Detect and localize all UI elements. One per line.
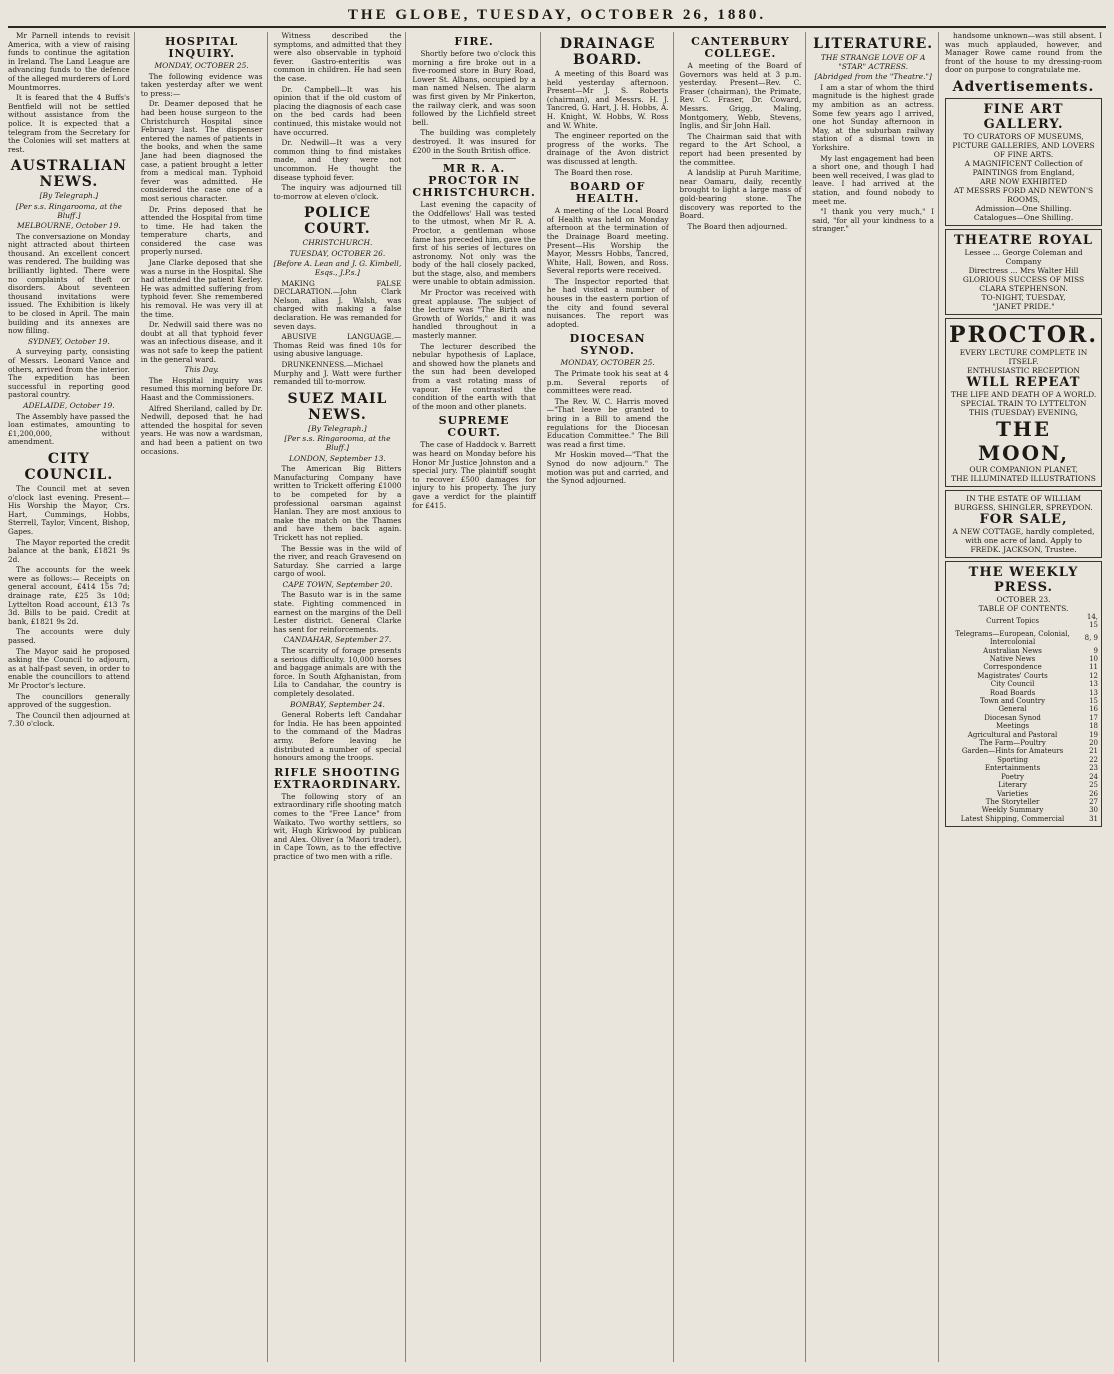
toc-page: 18 xyxy=(1089,722,1099,731)
hospital-text: The following evidence was taken yesterday after we went to press:— xyxy=(140,71,263,98)
city-text-3: The accounts for the week were as follows:— Receipts on general account, £414 15s 7d; drainage rate, £25 3s 10d; Lyttelton Road account, £13 7s 3d. Bills to be paid. Credit at bank, £1821 9s 2d. xyxy=(8,565,130,626)
toc-label: Current Topics xyxy=(986,617,1039,626)
toc-label: Latest Shipping, Commercial xyxy=(960,814,1065,823)
by-telegraph: [By Telegraph.] xyxy=(39,191,99,201)
proctor-heading: MR R. A. PROCTOR IN CHRISTCHURCH. xyxy=(412,162,536,200)
estate-ad xyxy=(945,490,1102,558)
police-court-heading: POLICE COURT. xyxy=(303,205,371,238)
toc-label: Road Boards xyxy=(989,688,1036,697)
health-text-2: The Inspector reported that he had visited a number of houses in the eastern portion of the city and found several nuisances. The report was adopted. xyxy=(546,276,669,329)
drainage-text-3: The Board then rose. xyxy=(554,167,633,177)
proctor-ad xyxy=(945,318,1102,487)
column-8 xyxy=(945,32,1106,1362)
table-row xyxy=(949,790,1098,798)
table-row xyxy=(949,773,1098,781)
literature-text-2: My last engagement had been a short one, and though I had been well received, I was glad to leave. I had arrived at the station, and found nobody to meet me. xyxy=(812,153,935,206)
masthead: THE GLOBE, TUESDAY, OCTOBER 26, 1880. xyxy=(8,4,1106,28)
table-row xyxy=(949,697,1098,705)
city-text-7: The Council then adjourned at 7.30 o'clock. xyxy=(8,710,130,729)
toc-page: 25 xyxy=(1089,781,1099,790)
adelaide-text: The Assembly have passed the loan estimates, amounting to £1,200,000, without amendment. xyxy=(8,411,130,447)
drainage-text: A meeting of this Board was held yesterday afternoon. Present—Mr J. S. Roberts (chairman), and Messrs. H. J. Tancred, G. Hart, J. H. Hobbs, A. H. Knight, W. Hobbs, W. Ross and W. White. xyxy=(546,69,669,130)
toc-page: 21 xyxy=(1089,747,1099,756)
australian-news-heading: AUSTRALIAN NEWS. xyxy=(10,158,127,191)
toc-page: 14, 15 xyxy=(1086,612,1099,630)
toc-page: 13 xyxy=(1089,688,1099,697)
toc-label: Town and Country xyxy=(979,697,1046,706)
canterbury-college-heading: CANTERBURY COLLEGE. xyxy=(691,35,790,60)
toc-label: General xyxy=(998,705,1027,714)
candahar-dateline: CANDAHAR, September 27. xyxy=(283,635,392,645)
city-text-4: The accounts were duly passed. xyxy=(8,627,130,646)
proctor-ad-evening: THIS (TUESDAY) EVENING, xyxy=(969,407,1078,417)
sydney-dateline: SYDNEY, October 19. xyxy=(27,336,110,346)
table-row xyxy=(949,815,1098,823)
supreme-court-heading: SUPREME COURT. xyxy=(438,414,510,440)
toc-page: 11 xyxy=(1089,663,1099,672)
literature-source: [Abridged from the "Theatre."] xyxy=(814,72,932,82)
toc-label: Telegrams—European, Colonial, Intercolonial xyxy=(955,629,1070,647)
suez-text: The American Big Bitters Manufacturing Company have written to Trickett offering £1000 to be competed for by a professional oarsman against Hanlan. They are most anxious to make the match on the Thames and have them back again. Trickett has not replied. xyxy=(273,464,402,542)
literature-text-3: "I thank you very much," I said, "for all your kindness to a stranger." xyxy=(812,207,935,234)
toc-page: 30 xyxy=(1089,806,1099,815)
sydney-text: A surveying party, consisting of Messrs. Leonard Vance and others, arrived from the interior. The expedition has been successful in reporting good pastoral country. xyxy=(8,347,130,400)
canterbury-text-2: The Chairman said that with regard to the Art School, a report had been presented by the committee. xyxy=(679,131,802,167)
toc-page: 13 xyxy=(1089,680,1099,689)
police-text-2: ABUSIVE LANGUAGE.—Thomas Reid was fined 10s for using abusive language. xyxy=(273,332,402,359)
table-row xyxy=(949,663,1098,671)
toc-label: Meetings xyxy=(995,722,1030,731)
toc-label: Garden—Hints for Amateurs xyxy=(961,747,1064,756)
toc-page: 15 xyxy=(1089,697,1099,706)
city-text: The Council met at seven o'clock last evening. Present—His Worship the Mayor, Crs. Hart, Cummings, Hobbs, Sterrell, Taylor, Vincent, Bishop, Gapes. xyxy=(8,483,130,536)
proctor-text: Last evening the capacity of the Oddfellows' Hall was tested to the utmost, when Mr R. A. Proctor, a gentleman whose fame has preceded him, gave the first of his series of lectures on astronomy. Not only was the body of the hall closely packed, but the stage, also, and members were unable to obtain admission. xyxy=(412,200,536,287)
this-day-text-2: Alfred Sheriland, called by Dr. Nedwill, deposed that he had attended the hospital for seven years. He was now a wardsman, and had been a patient on two occasions. xyxy=(140,403,263,456)
witness-text-4: The inquiry was adjourned till to-morrow at eleven o'clock. xyxy=(273,183,402,201)
toc-label: Weekly Summary xyxy=(981,806,1044,815)
toc-label: The Farm—Poultry xyxy=(979,739,1046,748)
toc-page: 31 xyxy=(1089,814,1099,823)
fine-art-title: FINE ART GALLERY. xyxy=(983,101,1064,132)
suez-press: [Per s.s. Ringarooma, at the Bluff.] xyxy=(284,434,391,452)
board-of-health-heading: BOARD OF HEALTH. xyxy=(569,180,646,206)
toc-page: 26 xyxy=(1089,789,1099,798)
toc-page: 27 xyxy=(1089,797,1099,806)
fine-art-text: TO CURATORS OF MUSEUMS, PICTURE GALLERIES, AND LOVERS OF FINE ARTS. xyxy=(952,131,1095,159)
hospital-inquiry-heading: HOSPITAL INQUIRY. xyxy=(165,35,239,60)
rifle-text: The following story of an extraordinary rifle shooting match comes to the "Free Lance" from Waikato. Two worthy settlers, so wit, Hugh Kirkwood by publican and Alex. Oliver (a 'Maori trader), in Cape Town, as to the effective practice of two men with a rifle. xyxy=(273,791,402,861)
proctor-ad-text: EVERY LECTURE COMPLETE IN ITSELF. xyxy=(959,347,1088,366)
diocesan-text: The Primate took his seat at 4 p.m. Several reports of committees were read. xyxy=(546,369,669,396)
moon-title: THE MOON, xyxy=(978,416,1069,465)
toc-label: Native News xyxy=(989,655,1036,663)
fine-art-text-4: AT MESSRS FORD AND NEWTON'S ROOMS, xyxy=(953,185,1094,204)
police-date: TUESDAY, OCTOBER 26. xyxy=(289,248,386,258)
theatre-text: GLORIOUS SUCCESS OF MISS CLARA STEPHENSON. xyxy=(962,274,1085,293)
proctor-ad-title: PROCTOR. xyxy=(949,321,1099,348)
fine-art-text-2: A MAGNIFICENT Collection of PAINTINGS from England, xyxy=(964,158,1083,177)
suez-text-2: The Bessie was in the wild of the river, and reach Gravesend on Saturday. She carried a large cargo of wool. xyxy=(273,543,402,579)
theatre-lessee: Lessee ... George Coleman and Company xyxy=(964,247,1083,266)
drainage-text-2: The engineer reported on the progress of the works. The drainage of the Avon district was discussed at length. xyxy=(546,131,669,166)
toc-page: 12 xyxy=(1089,671,1099,680)
column-2 xyxy=(141,32,268,1362)
intro-paragraph: Mr Parnell intends to revisit America, with a view of raising funds to continue the agitation in Ireland. The Land League are advancing funds to the defence of the alleged murderers of Lord Mountmorres. xyxy=(8,31,130,92)
toc-page: 22 xyxy=(1089,755,1099,764)
hospital-text-5: Dr. Nedwill said there was no doubt at all that typhoid fever was an infectious disease, and it was not safe to keep the patient in the general ward. xyxy=(140,320,263,364)
columns xyxy=(8,32,1106,1362)
toc-label: City Council xyxy=(990,680,1035,689)
this-day-text: The Hospital inquiry was resumed this morning before Dr. Haast and the Commissioners. xyxy=(140,375,263,402)
column-7 xyxy=(812,32,939,1362)
proctor-ad-text-4: THE LIFE AND DEATH OF A WORLD. xyxy=(950,389,1097,399)
city-text-6: The councillors generally approved of the suggestion. xyxy=(8,691,130,710)
toc-label: Correspondence xyxy=(983,663,1042,672)
candahar-text: The scarcity of forage presents a serious difficulty. 10,000 horses and baggage animals are with the force. In South Afghanistan, from Lila to Candahar, the country is completely desolated. xyxy=(273,646,402,698)
press-association: [Per s.s. Ringarooma, at the Bluff.] xyxy=(15,201,122,220)
toc-label: Australian News xyxy=(983,646,1042,655)
weekly-press-title: THE WEEKLY PRESS. xyxy=(968,564,1079,595)
table-row xyxy=(949,714,1098,722)
drainage-board-heading: DRAINAGE BOARD. xyxy=(559,36,656,68)
toc-label: Diocesan Synod xyxy=(984,713,1041,722)
fire-text-2: The building was completely destroyed. It was insured for £200 in the South British office. xyxy=(412,128,536,155)
supreme-text: The case of Haddock v. Barrett was heard on Monday before his Honor Mr Justice Johnston and a special jury. The plaintiff sought to recover £500 damages for injury to his property. The jury gave a verdict for the plaintiff for £415. xyxy=(412,440,536,510)
weekly-press-contents: TABLE OF CONTENTS. xyxy=(978,603,1069,613)
diocesan-synod-heading: DIOCESAN SYNOD. xyxy=(569,332,646,358)
table-row xyxy=(949,781,1098,789)
health-text: A meeting of the Local Board of Health was held on Monday afternoon at the termination of the Drainage Board meeting. Present—His Worship the Mayor, Messrs Hobbs, Tancred, White, Hall, Bowen, and Ross. Several reports were received. xyxy=(546,206,669,276)
weekly-press-date: OCTOBER 23. xyxy=(996,594,1051,604)
hospital-text-2: Dr. Deamer deposed that he had been house surgeon to the Christchurch Hospital since February last. The dispenser entered the names of patients in the books, and when the same Jane had been diagnosed the case, a patient brought a letter from a medical man. Typhoid fever was admitted. He considered the case one of a most serious character. xyxy=(140,99,263,203)
literature-continued: handsome unknown—was still absent. I was much applauded, however, and Manager Rowe came round from the front of the house to my dressing-room door on purpose to congratulate me. xyxy=(945,31,1103,75)
hospital-text-4: Jane Clarke deposed that she was a nurse in the Hospital. She had attended the patient Kerley. He was admitted suffering from typhoid fever. She remembered his removal. He was very ill at the time. xyxy=(140,258,263,319)
toc-page: 23 xyxy=(1089,764,1099,773)
fire-heading: FIRE. xyxy=(454,35,494,48)
police-sub: CHRISTCHURCH. xyxy=(302,238,373,248)
canterbury-text-4: The Board then adjourned. xyxy=(687,221,788,231)
table-row xyxy=(949,689,1098,697)
this-day-heading: This Day. xyxy=(184,365,219,375)
moon-sub: OUR COMPANION PLANET, xyxy=(969,464,1078,474)
table-row xyxy=(949,806,1098,814)
table-row xyxy=(949,722,1098,730)
melbourne-text: The conversazione on Monday night attracted about thirteen thousand. An excellent concert was rendered. The building was brilliantly lighted. There were no complaints of theft or disorders. About seventeen thousand invitations were issued. The Exhibition is likely to be closed in April. The main building and its annexes are now filling. xyxy=(8,231,130,336)
theatre-text-3: "JANET PRIDE." xyxy=(992,301,1055,311)
toc-label: Magistrates' Courts xyxy=(977,671,1048,680)
suez-london: LONDON, September 13. xyxy=(289,453,386,463)
table-row xyxy=(949,731,1098,739)
advertisements-heading: Advertisements. xyxy=(952,78,1095,95)
police-text: MAKING FALSE DECLARATION.—John Clark Nelson, alias J. Walsh, was charged with making a false declaration. He was remanded for seven days. xyxy=(273,278,402,331)
toc-page: 20 xyxy=(1089,739,1099,748)
estate-text: IN THE ESTATE OF WILLIAM BURGESS, SHINGLER, SPREYDON. xyxy=(954,493,1093,512)
literature-heading: LITERATURE. xyxy=(813,36,934,52)
table-row xyxy=(949,764,1098,772)
toc-page: 9 xyxy=(1093,646,1099,655)
capetown-dateline: CAPE TOWN, September 20. xyxy=(282,579,393,589)
table-row xyxy=(949,630,1098,647)
fine-art-admission: Admission—One Shilling. xyxy=(975,203,1072,213)
toc-label: Varieties xyxy=(996,789,1029,798)
city-text-2: The Mayor reported the credit balance at the bank, £1821 9s 2d. xyxy=(8,537,130,564)
toc-label: Entertainments xyxy=(984,764,1041,773)
moon-text: THE ILLUMINATED ILLUSTRATIONS xyxy=(951,473,1096,483)
intro-paragraph-2: It is feared that the 4 Buffs's Bentfield will not be settled without assistance from the police. It is expected that a telegram from the Secretary for the Colonies will set matters at rest. xyxy=(8,93,130,154)
fine-art-ad xyxy=(945,98,1102,226)
toc-label: The Storyteller xyxy=(985,797,1040,806)
toc-page: 10 xyxy=(1089,655,1099,663)
table-row xyxy=(949,680,1098,688)
toc-page: 24 xyxy=(1089,772,1099,781)
diocesan-text-2: The Rev. W. C. Harris moved—"That leave be granted to bring in a Bill to amend the regulations for the Diocesan Education Committee." The Bill was read a first time. xyxy=(546,396,669,449)
police-text-3: DRUNKENNESS.—Michael Murphy and J. Watt were further remanded till to-morrow. xyxy=(273,360,402,387)
column-4 xyxy=(412,32,540,1362)
fine-art-text-3: ARE NOW EXHIBITED xyxy=(980,176,1068,186)
for-sale-title: FOR SALE, xyxy=(979,511,1068,527)
witness-text-2: Dr. Campbell—It was his opinion that if the old custom of placing the diagnosis of each case on the bed cards had been continued, this mistake would not have occurred. xyxy=(273,84,402,137)
melbourne-dateline: MELBOURNE, October 19. xyxy=(17,221,121,231)
proctor-ad-train: SPECIAL TRAIN TO LYTTELTON xyxy=(960,398,1087,408)
divider xyxy=(432,158,515,159)
table-row xyxy=(949,798,1098,806)
toc-page: 16 xyxy=(1089,705,1099,714)
toc-page: 19 xyxy=(1089,730,1099,739)
table-row xyxy=(949,756,1098,764)
for-sale-text: A NEW COTTAGE, hardly completed, with one acre of land. Apply to FREDK. JACKSON, Trustee. xyxy=(952,526,1095,554)
bombay-dateline: BOMBAY, September 24. xyxy=(289,699,385,709)
city-council-heading: CITY COUNCIL. xyxy=(24,450,114,483)
table-row xyxy=(949,705,1098,713)
toc-page: 17 xyxy=(1089,713,1099,722)
theatre-ad xyxy=(945,229,1102,315)
theatre-title: THEATRE ROYAL xyxy=(954,232,1093,248)
proctor-ad-repeat: WILL REPEAT xyxy=(966,374,1081,390)
police-bench: [Before A. Lean and J. G. Kimbell, Esqs., J.P.s.] xyxy=(273,259,402,278)
adelaide-dateline: ADELAIDE, October 19. xyxy=(23,400,115,410)
proctor-text-2: Mr Proctor was received with great applause. The subject of the lecture was "The Birth and Growth of Worlds," and it was handled throughout in a masterly manner. xyxy=(412,288,536,341)
table-row xyxy=(949,672,1098,680)
fine-art-catalogues: Catalogues—One Shilling. xyxy=(973,212,1074,222)
diocesan-text-3: Mr Hoskin moved—"That the Synod do now adjourn." The motion was put and carried, and the Synod adjourned. xyxy=(546,450,669,486)
proctor-ad-text-2: ENTHUSIASTIC RECEPTION xyxy=(967,365,1080,375)
literature-title: THE STRANGE LOVE OF A "STAR" ACTRESS. xyxy=(820,53,926,71)
diocesan-date: MONDAY, OCTOBER 25. xyxy=(560,358,655,368)
table-row xyxy=(949,655,1098,663)
hospital-text-3: Dr. Prins deposed that he attended the Hospital from time to time. He had taken the temperature charts, and considered the case was properly nursed. xyxy=(140,204,263,257)
capetown-text: The Basuto war is in the same state. Fighting commenced in earnest on the margins of the Dell Lester district. General Clarke has sent for reinforcements. xyxy=(273,590,402,634)
hospital-date: MONDAY, OCTOBER 25. xyxy=(154,61,249,70)
toc-label: Agricultural and Pastoral xyxy=(967,730,1058,739)
toc-label: Sporting xyxy=(997,755,1028,764)
suez-by: [By Telegraph.] xyxy=(308,423,367,433)
toc-page: 8, 9 xyxy=(1084,633,1099,642)
table-row xyxy=(949,739,1098,747)
proctor-text-3: The lecturer described the nebular hypothesis of Laplace, and showed how the planets and the sun had been developed from a vast rotating mass of vapour. He contrasted the condition of the earth with that of the moon and other planets. xyxy=(412,341,536,411)
bombay-text: General Roberts left Candahar for India. He has been appointed to the command of the Madras army. Before leaving he distributed a number of special honours among the troops. xyxy=(273,710,402,763)
rifle-shooting-heading: RIFLE SHOOTING EXTRAORDINARY. xyxy=(273,765,402,791)
literature-text: I am a star of whom the third magnitude is the highest grade my ambition as an actress. Some few years ago I arrived, one hot Sunday afternoon in May, at the suburban railway station of a dismal town in Yorkshire. xyxy=(812,82,935,152)
canterbury-text: A meeting of the Board of Governors was held at 3 p.m. yesterday. Present—Rev. C. Fraser (chairman), the Primate, Rev. C. Fraser, Dr. Coward, Messrs. Grigg, Maling, Montgomery, Webb, Stevens, Inglis, and Sir John Hall. xyxy=(679,61,802,131)
fire-text: Shortly before two o'clock this morning a fire broke out in a five-roomed store in Bury Road, Lower St. Albans, occupied by a man named Nelsen. The alarm was first given by Mr Pinkerton, the railway clerk, and was soon followed by the Lichfield street bell. xyxy=(412,49,536,127)
city-text-5: The Mayor said he proposed asking the Council to adjourn, as at half-past seven, in order to enable the councillors to attend Mr Proctor's lecture. xyxy=(8,646,130,690)
theatre-director: Directress ... Mrs Walter Hill xyxy=(968,265,1079,275)
table-row xyxy=(949,647,1098,655)
witness-text: Witness described the symptoms, and admitted that they were also observable in typhoid fever. Gastro-enteritis was common in children. He had seen the case. xyxy=(273,31,402,83)
canterbury-text-3: A landslip at Puruh Maritime, near Oamaru, daily, recently brought to light a large mass of gold-bearing stone. The discovery was reported to the Board. xyxy=(679,168,802,221)
column-3 xyxy=(274,32,407,1362)
toc-label: Poetry xyxy=(1001,772,1024,781)
table-of-contents xyxy=(949,613,1098,823)
column-6 xyxy=(680,32,807,1362)
theatre-text-2: TO-NIGHT, TUESDAY, xyxy=(981,292,1066,302)
toc-label: Literary xyxy=(998,781,1027,790)
column-5 xyxy=(547,32,674,1362)
witness-text-3: Dr. Nedwill—It was a very common thing to find mistakes made, and they were not uncommon. He thought the disease typhoid fever. xyxy=(273,138,402,182)
column-1 xyxy=(8,32,135,1362)
suez-mail-heading: SUEZ MAIL NEWS. xyxy=(287,390,388,423)
table-row xyxy=(949,747,1098,755)
table-row xyxy=(949,613,1098,630)
weekly-press-ad xyxy=(945,561,1102,827)
